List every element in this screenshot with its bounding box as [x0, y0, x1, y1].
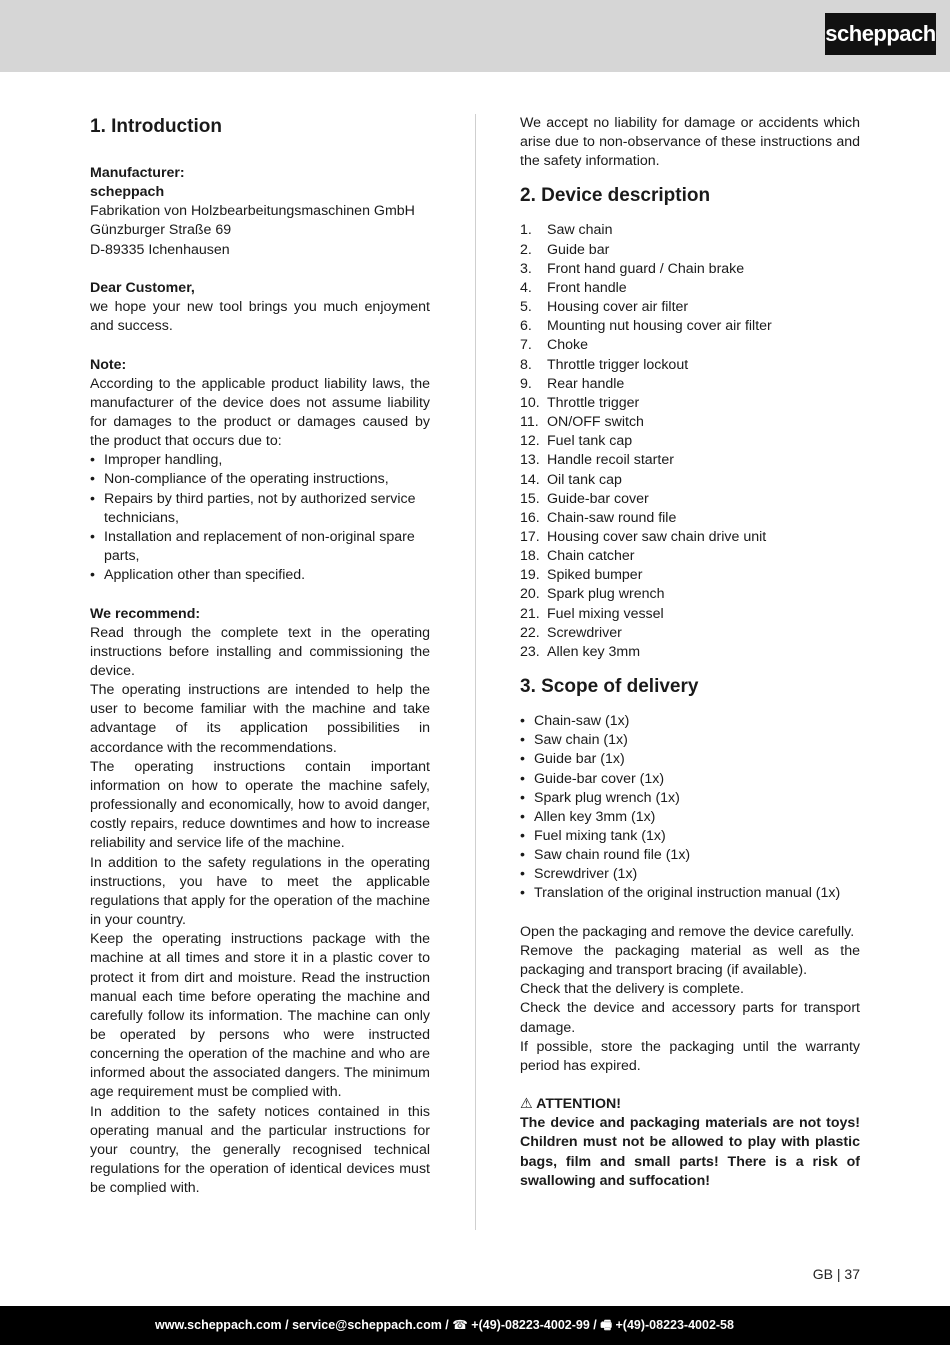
recommend-paragraph: The operating instructions contain important information on how to operate the machine safely, professionally and economically, how to avoid danger, costly repairs, reduce downtimes and how to increase reliability and service life of the machine. [90, 758, 430, 852]
list-item [520, 413, 860, 432]
list-item [520, 471, 860, 490]
list-item: • Translation of the original instruction manual (1x) [520, 884, 860, 903]
list-item-label: Chain-saw round file [547, 509, 677, 526]
list-item-label: Guide-bar cover [547, 490, 649, 507]
list-item [520, 336, 860, 355]
list-item [520, 509, 860, 528]
list-item-number: 19. [520, 567, 540, 584]
list-item-label: Spark plug wrench [547, 586, 665, 603]
list-item-number: 11. [520, 414, 539, 431]
list-item: • Saw chain round file (1x) [520, 846, 860, 865]
device-description-heading: 2. Device description [520, 185, 711, 207]
list-item-number: 10. [520, 394, 540, 411]
list-item [520, 317, 860, 336]
list-item [520, 241, 860, 260]
column-divider [475, 114, 476, 1230]
list-item-number: 15. [520, 490, 540, 507]
list-item-label: Front hand guard / Chain brake [547, 260, 745, 277]
list-item-number: 8. [520, 356, 532, 373]
attention-label-text: ATTENTION! [536, 1096, 622, 1113]
list-item-number: 20. [520, 586, 540, 603]
list-item-label: Spiked bumper [547, 567, 643, 584]
recommend-paragraph: The operating instructions are intended to help the user to become familiar with the machine and take advantage of its application possibilities in accordance with the recommendations. [90, 682, 430, 756]
list-item: • Application other than specified. [90, 566, 430, 585]
list-item-label: Screwdriver [547, 624, 622, 641]
list-item [520, 260, 860, 279]
list-item [520, 643, 860, 662]
dear-customer-text: we hope your new tool brings you much enjoyment and success. [90, 299, 430, 335]
list-item: • Guide-bar cover (1x) [520, 770, 860, 789]
list-item-label: Front handle [547, 279, 627, 296]
list-item-label: Oil tank cap [547, 471, 622, 488]
list-item-number: 4. [520, 279, 532, 296]
list-item-number: 14. [520, 471, 540, 488]
list-item [520, 566, 860, 585]
recommend-paragraph: In addition to the safety regulations in the operating instructions, you have to meet the applicable regulations that apply for the operation of the machine in your country. [90, 854, 430, 929]
manufacturer-street: Günzburger Straße 69 [90, 222, 232, 239]
list-item-number: 1. [520, 222, 532, 239]
list-item [520, 221, 860, 240]
dear-customer-label: Dear Customer, [90, 279, 195, 296]
attention-text: The device and packaging materials are not toys! Children must not be allowed to play with plastic bags, film and small parts! There is a risk of swallowing and suffocation! [520, 1115, 860, 1189]
unpack-paragraph: If possible, store the packaging until the warranty period has expired. [520, 1038, 860, 1074]
recommend-label: We recommend: [90, 605, 201, 622]
list-item-label: Fuel tank cap [547, 433, 633, 450]
list-item: • Non-compliance of the operating instructions, [90, 470, 430, 489]
list-item: • Improper handling, [90, 451, 430, 470]
list-item-number: 7. [520, 337, 532, 354]
list-item-number: 12. [520, 433, 540, 450]
intro-heading: 1. Introduction [90, 116, 222, 137]
list-item [520, 451, 860, 470]
list-item: • Fuel mixing tank (1x) [520, 827, 860, 846]
list-item [520, 279, 860, 298]
recommend-paragraph: In addition to the safety notices contained in this operating manual and the particular instructions for your country, the generally recognised technical regulations for the operation of identical devices must be complied with. [90, 1103, 430, 1197]
page-header [0, 0, 950, 72]
right-column [520, 114, 860, 1191]
list-item: • Chain-saw (1x) [520, 712, 860, 731]
manufacturer-name: scheppach [90, 184, 165, 201]
manufacturer-label: Manufacturer: [90, 165, 185, 181]
list-item-number: 23. [520, 643, 540, 660]
list-item: • Saw chain (1x) [520, 731, 860, 750]
list-item-label: Chain catcher [547, 548, 635, 565]
list-item-number: 2. [520, 241, 532, 258]
manufacturer-city: D-89335 Ichenhausen [90, 241, 230, 258]
list-item-label: Guide bar [547, 241, 610, 258]
recommend-paragraph: Read through the complete text in the operating instructions before installing and commissioning the device. [90, 624, 430, 680]
warning-triangle-icon: ⚠ [520, 1096, 533, 1113]
list-item-label: Choke [547, 337, 589, 354]
list-item-label: Allen key 3mm [547, 643, 641, 660]
list-item-number: 9. [520, 375, 532, 392]
page-number: GB | 37 [812, 1266, 860, 1282]
list-item-label: Handle recoil starter [547, 452, 674, 469]
list-item: • Screwdriver (1x) [520, 865, 860, 884]
list-item-label: Saw chain [547, 222, 613, 239]
list-item [520, 547, 860, 566]
list-item: • Repairs by third parties, not by authorized service technicians, [90, 490, 430, 528]
note-bullet-list [90, 451, 430, 585]
list-item-number: 6. [520, 318, 532, 335]
list-item [520, 298, 860, 317]
device-parts-list [520, 221, 860, 662]
attention-label [520, 1095, 860, 1114]
recommend-paragraph: Keep the operating instructions package with the machine at all times and store it in a plastic cover to protect it from dirt and moisture. Read the instruction manual each time before operating the machine and carefully follow its information. The machine can only be operated by persons who were instructed concerning the operation of the machine and who are informed about the associated dangers. The minimum age requirement must be complied with. [90, 931, 430, 1101]
list-item [520, 490, 860, 509]
liability-text: We accept no liability for damage or accidents which arise due to non-observance of these instructions and the safety information. [520, 115, 860, 170]
list-item-label: ON/OFF switch [547, 414, 644, 431]
list-item-label: Housing cover air filter [547, 299, 689, 316]
unpack-paragraph: Check the device and accessory parts for transport damage. [520, 1000, 860, 1036]
list-item [520, 375, 860, 394]
list-item [520, 432, 860, 451]
note-text: According to the applicable product liability laws, the manufacturer of the device does not assume liability for damages to the product or damages caused by the product that occurs due to: [90, 375, 430, 450]
list-item-label: Rear handle [547, 375, 625, 392]
unpack-paragraph: Remove the packaging material as well as the packaging and transport bracing (if available). [520, 942, 860, 979]
left-column [90, 114, 430, 1198]
brand-logo: scheppach [825, 13, 936, 55]
unpack-paragraph: Open the packaging and remove the device carefully. [520, 923, 855, 940]
list-item-number: 5. [520, 299, 532, 316]
list-item: • Guide bar (1x) [520, 750, 860, 769]
list-item-label: Fuel mixing vessel [547, 605, 664, 622]
list-item-label: Throttle trigger [547, 394, 640, 411]
list-item-number: 21. [520, 605, 540, 622]
list-item-number: 17. [520, 528, 540, 545]
note-label: Note: [90, 356, 127, 373]
list-item-number: 16. [520, 509, 540, 526]
list-item-label: Housing cover saw chain drive unit [547, 528, 767, 545]
list-item: • Installation and replacement of non-original spare parts, [90, 528, 430, 566]
list-item [520, 605, 860, 624]
list-item-number: 22. [520, 624, 540, 641]
manufacturer-company: Fabrikation von Holzbearbeitungsmaschinen GmbH [90, 203, 415, 220]
list-item: • Spark plug wrench (1x) [520, 789, 860, 808]
list-item-number: 3. [520, 260, 532, 277]
list-item [520, 624, 860, 643]
list-item-label: Mounting nut housing cover air filter [547, 318, 772, 335]
list-item-number: 13. [520, 452, 540, 469]
list-item [520, 585, 860, 604]
page-footer [0, 1306, 950, 1345]
list-item: • Allen key 3mm (1x) [520, 808, 860, 827]
list-item-number: 18. [520, 548, 540, 565]
scope-of-delivery-heading: 3. Scope of delivery [520, 676, 699, 698]
footer-contact-text: www.scheppach.com / service@scheppach.com / ☎ +(49)-08223-4002-99 / 🖷 +(49)-08223-4002-58 [155, 1318, 734, 1332]
list-item [520, 356, 860, 375]
unpack-paragraph: Check that the delivery is complete. [520, 981, 744, 998]
list-item [520, 528, 860, 547]
scope-of-delivery-list [520, 712, 860, 904]
list-item [520, 394, 860, 413]
list-item-label: Throttle trigger lockout [547, 356, 689, 373]
